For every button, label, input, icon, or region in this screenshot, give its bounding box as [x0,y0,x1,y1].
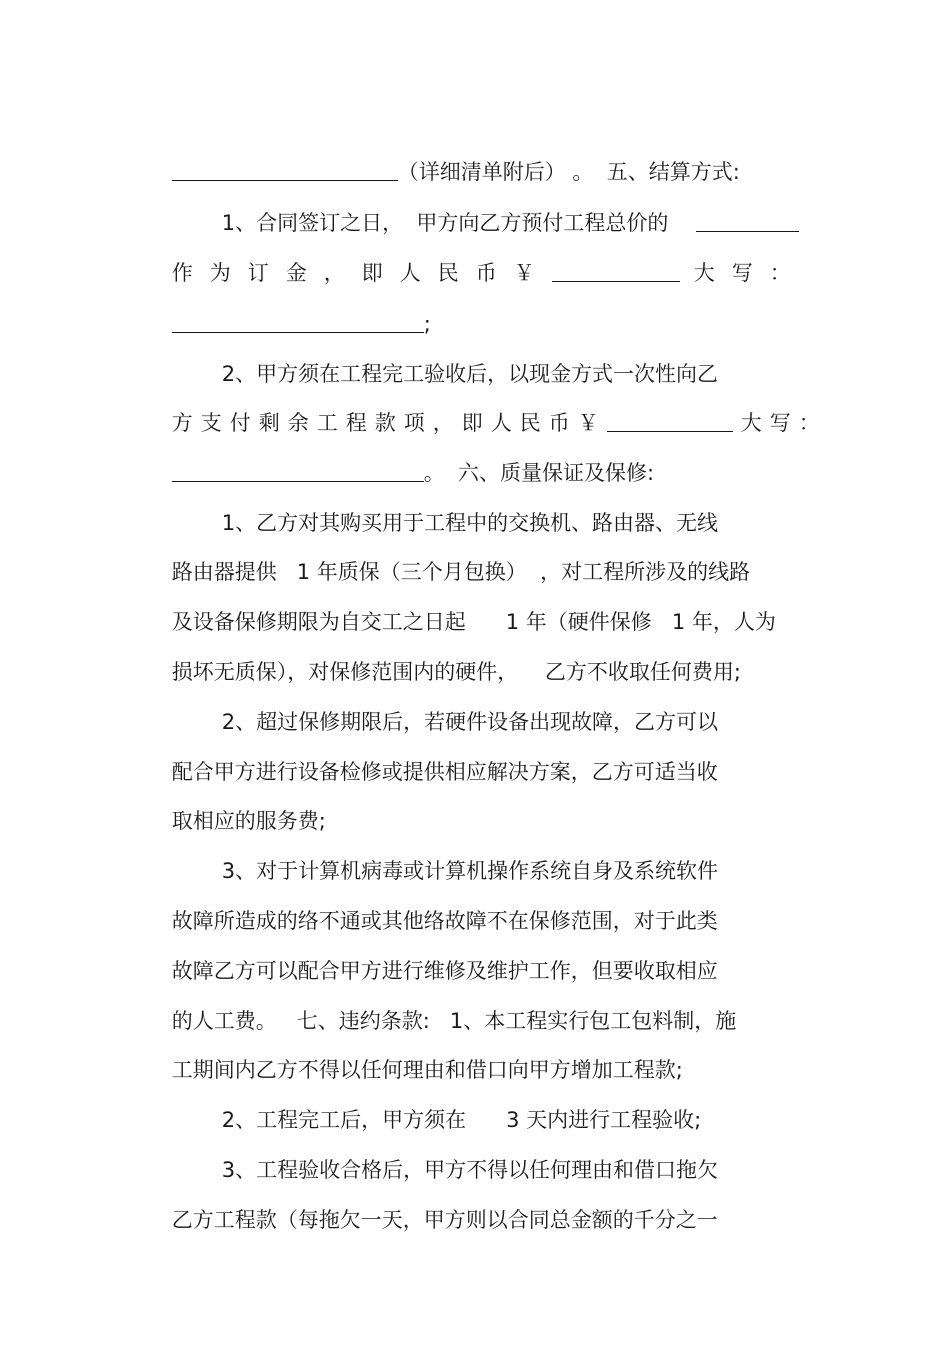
text-line-10: 及设备保修期限为自交工之日起 1 年（硬件保修 1 年，人为 [171,610,776,634]
text-line-9: 路由器提供 1 年质保（三个月包换） ，对工程所涉及的线路 [171,560,751,584]
text-line-5: 2、甲方须在工程完工验收后，以现金方式一次性向乙 [221,362,719,386]
text-line-1: （详细清单附后） 。 五、结算方式: [145,127,810,217]
text-line-20: 2、工程完工后，甲方须在 3 天内进行工程验收; [221,1108,702,1132]
text-line-12: 2、超过保修期限后，若硬件设备出现故障，乙方可以 [221,710,719,734]
text-line-8: 1、乙方对其购买用于工程中的交换机、路由器、无线 [221,511,719,535]
text-line-18: 的人工费。 七、违约条款: 1、本工程实行包工包料制，施 [171,1009,737,1033]
text-line-7: 。 六、质量保证及保修: [145,428,810,518]
text-line-15: 3、对于计算机病毒或计算机操作系统自身及系统软件 [221,859,719,883]
text-line-4: ; [145,279,810,369]
text-line-14: 取相应的服务费; [171,809,326,833]
text-line-3: 作为订金，即人民币￥ 大写： [171,261,808,285]
text-line-17: 故障乙方可以配合甲方进行维修及维护工作，但要收取相应 [171,959,718,983]
text-line-22: 乙方工程款（每拖欠一天，甲方则以合同总金额的千分之一 [171,1208,718,1232]
text-line-19: 工期间内乙方不得以任何理由和借口向甲方增加工程款; [171,1058,683,1082]
text-line-6: 方支付剩余工程款项，即人民币￥ 大写： [171,411,828,435]
text-line-16: 故障所造成的络不通或其他络故障不在保修范围，对于此类 [171,909,718,933]
text-line-11: 损坏无质保），对保修范围内的硬件， 乙方不收取任何费用; [171,660,741,684]
text-line-2: 1、合同签订之日， 甲方向乙方预付工程总价的 [145,178,810,268]
text-line-21: 3、工程验收合格后，甲方不得以任何理由和借口拖欠 [221,1158,719,1182]
text-line-13: 配合甲方进行设备检修或提供相应解决方案，乙方可适当收 [171,760,718,784]
